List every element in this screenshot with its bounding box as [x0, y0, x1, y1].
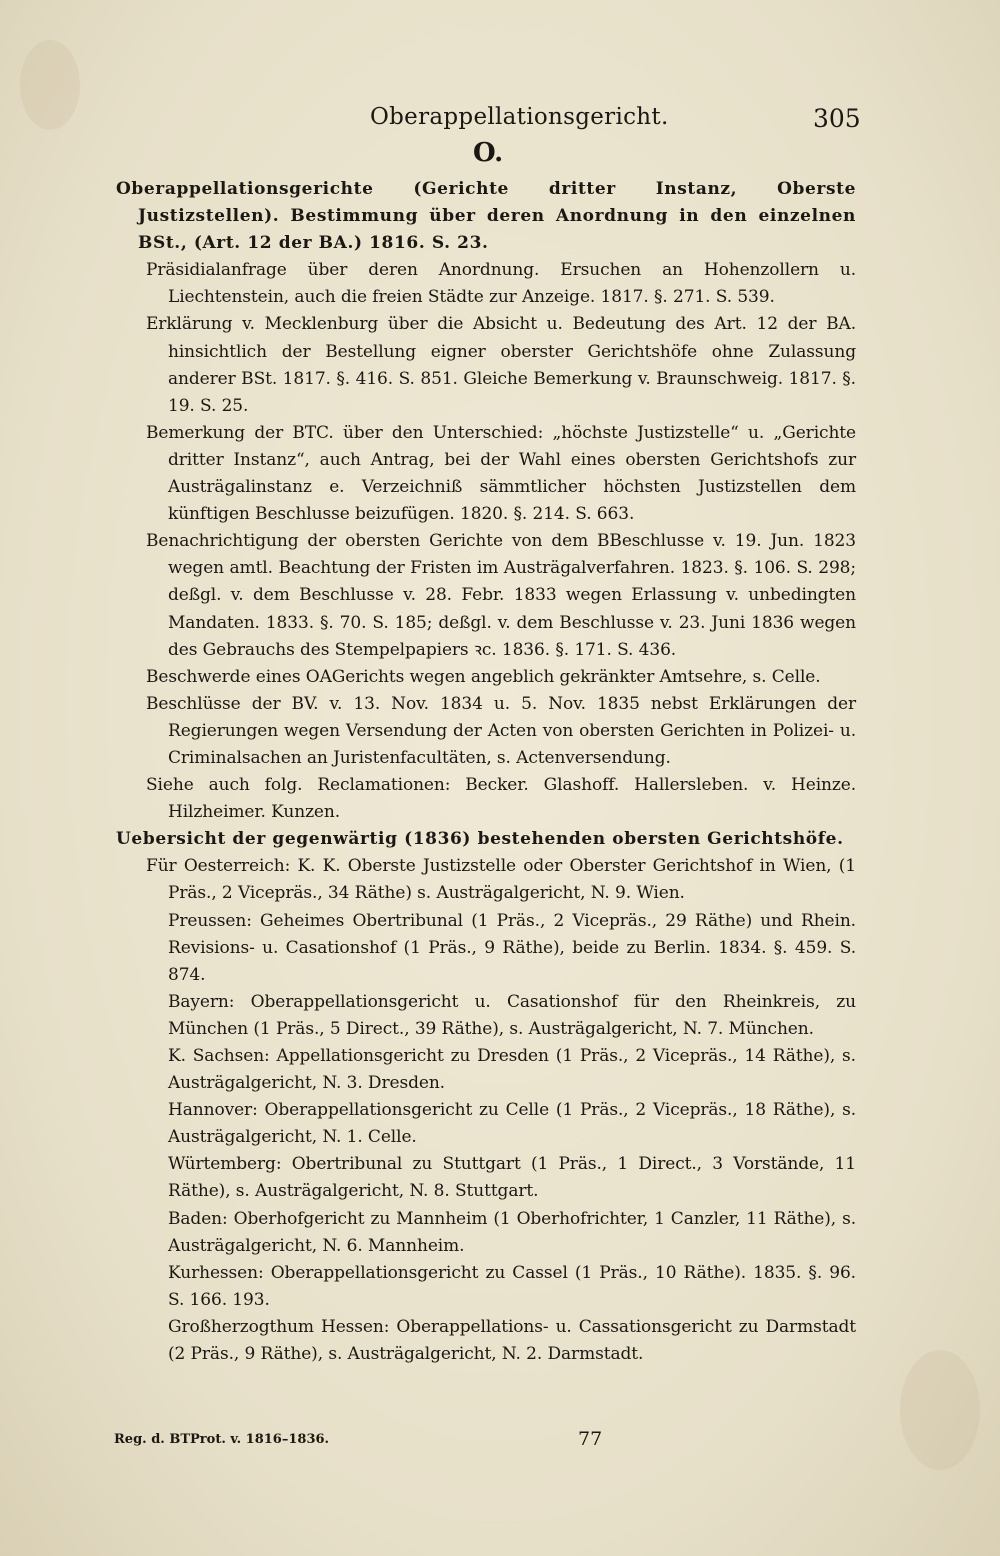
page-footer: [0, 1428, 1000, 1458]
printer-signature: Reg. d. BTProt. v. 1816–1836.: [114, 1432, 330, 1447]
list-item: Preussen: Geheimes Obertribunal (1 Präs., 2 Vicepräs., 29 Räthe) und Rhein. Revisions- u. Casationshof (1 Präs., 9 Räthe), beide zu Berlin. 1834. §. 459. S. 874.: [168, 910, 856, 985]
list-item: Für Oesterreich: K. K. Oberste Justizstelle oder Oberster Gerichtshof in Wien, (1 Präs., 2 Vicepräs., 34 Räthe) s. Austrägalgericht, N. 9. Wien.: [146, 856, 856, 904]
entry-heading: Uebersicht der gegenwärtig (1836) bestehenden obersten Gerichtshöfe.: [116, 829, 844, 850]
list-item: Bayern: Oberappellationsgericht u. Casationshof für den Rheinkreis, zu München (1 Präs., 5 Direct., 39 Räthe), s. Austrägalgericht, N. 7. München.: [168, 991, 856, 1039]
running-title: Oberappellationsgericht.: [370, 104, 669, 130]
page-header: [0, 100, 1000, 140]
list-item: Präsidialanfrage über deren Anordnung. Ersuchen an Hohenzollern u. Liechtenstein, auch die freien Städte zur Anzeige. 1817. §. 271. S. 539.: [146, 260, 856, 308]
list-item: K. Sachsen: Appellationsgericht zu Dresden (1 Präs., 2 Vicepräs., 14 Räthe), s. Austrägalgericht, N. 3. Dresden.: [168, 1046, 856, 1094]
index-entries: [116, 176, 856, 1368]
list-item: Siehe auch folg. Reclamationen: Becker. Glashoff. Hallersleben. v. Heinze. Hilzheimer. Kunzen.: [146, 775, 856, 823]
entry-heading: Oberappellationsgerichte (Gerichte dritter Instanz, Oberste Justizstellen). Bestimmung über deren Anordnung in den einzelnen BSt., (Art. 12 der BA.) 1816. S. 23.: [116, 179, 856, 254]
list-item: Benachrichtigung der obersten Gerichte von dem BBeschlusse v. 19. Jun. 1823 wegen amtl. Beachtung der Fristen im Austrägalverfahren. 1823. §. 106. S. 298; deßgl. v. dem Beschlusse v. 28. Febr. 1833 wegen Erlassung v. unbedingten Mandaten. 1833. §. 70. S. 185; deßgl. v. dem Beschlusse v. 23. Juni 1836 wegen des Gebrauchs des Stempelpapiers ꝛc. 1836. §. 171. S. 436.: [146, 531, 856, 660]
list-item: Beschlüsse der BV. v. 13. Nov. 1834 u. 5. Nov. 1835 nebst Erklärungen der Regierungen wegen Versendung der Acten von obersten Gerichten in Polizei- u. Criminalsachen an Juristenfacultäten, s. Actenversendung.: [146, 693, 856, 768]
sheet-number: 77: [578, 1428, 603, 1450]
page-number: 305: [813, 104, 861, 133]
list-item: Großherzogthum Hessen: Oberappellations- u. Cassationsgericht zu Darmstadt (2 Präs., 9 Räthe), s. Austrägalgericht, N. 2. Darmstadt.: [168, 1316, 856, 1365]
list-item: Kurhessen: Oberappellationsgericht zu Cassel (1 Präs., 10 Räthe). 1835. §. 96. S. 166. 193.: [168, 1262, 856, 1310]
list-item: Hannover: Oberappellationsgericht zu Celle (1 Präs., 2 Vicepräs., 18 Räthe), s. Austrägalgericht, N. 1. Celle.: [168, 1100, 856, 1148]
list-item: Beschwerde eines OAGerichts wegen angeblich gekränkter Amtsehre, s. Celle.: [146, 666, 821, 687]
section-letter: O.: [473, 138, 504, 168]
list-item: Baden: Oberhofgericht zu Mannheim (1 Oberhofrichter, 1 Canzler, 11 Räthe), s. Austrägalgericht, N. 6. Mannheim.: [168, 1208, 856, 1256]
list-item: Würtemberg: Obertribunal zu Stuttgart (1 Präs., 1 Direct., 3 Vorstände, 11 Räthe), s. Austrägalgericht, N. 8. Stuttgart.: [168, 1154, 856, 1202]
list-item: Erklärung v. Mecklenburg über die Absicht u. Bedeutung des Art. 12 der BA. hinsichtlich der Bestellung eigner oberster Gerichtshöfe ohne Zulassung anderer BSt. 1817. §. 416. S. 851. Gleiche Bemerkung v. Braunschweig. 1817. §. 19. S. 25.: [146, 314, 856, 416]
list-item: Bemerkung der BTC. über den Unterschied: „höchste Justizstelle“ u. „Gerichte dritter Instanz“, auch Antrag, bei der Wahl eines obersten Gerichtshofs zur Austrägalinstanz e. Verzeichniß sämmtlicher höchsten Justizstellen dem künftigen Beschlusse beizufügen. 1820. §. 214. S. 663.: [146, 422, 856, 525]
